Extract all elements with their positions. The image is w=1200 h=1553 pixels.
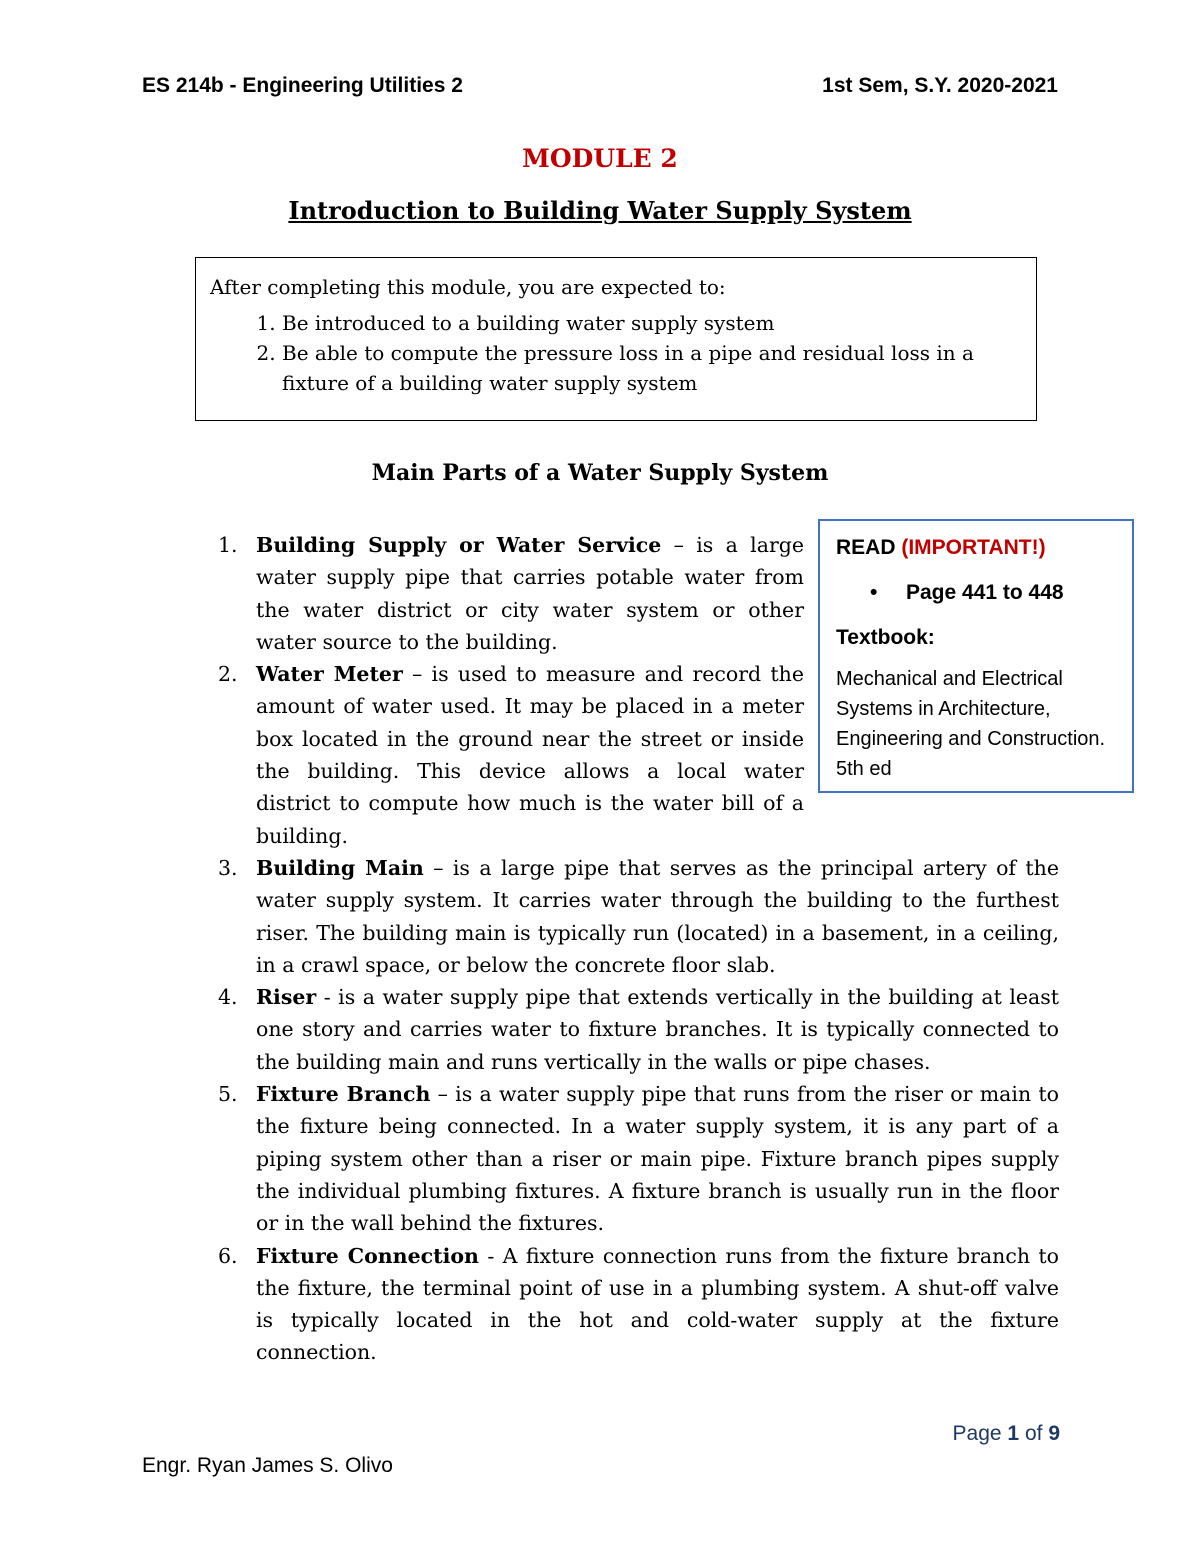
of-word: of	[1024, 1422, 1043, 1445]
page-title: Introduction to Building Water Supply System	[288, 196, 912, 225]
objectives-box	[195, 257, 1037, 421]
item-term: Fixture Connection	[256, 1243, 479, 1268]
read-label: READ	[836, 536, 896, 559]
list-item	[0, 852, 1059, 981]
page-word: Page	[952, 1422, 1002, 1445]
item-number: 3.	[218, 855, 238, 880]
module-label: MODULE 2	[522, 144, 678, 173]
section-title: Main Parts of a Water Supply System	[371, 460, 829, 486]
page-indicator	[953, 1422, 1060, 1446]
parts-list	[0, 529, 1200, 1369]
objectives-list	[210, 308, 1024, 398]
item-number: 5.	[218, 1082, 238, 1107]
textbook-label: Textbook:	[836, 626, 935, 649]
item-number: 4.	[218, 985, 238, 1010]
item-description: – is used to measure and record the amount of water used. It may be placed in a meter box located in the ground near the street or inside the building. This device allows a local water district to compute how much is the water bill of a building.	[256, 662, 804, 848]
footer-author: Engr. Ryan James S. Olivo	[142, 1454, 393, 1477]
important-label: (IMPORTANT!)	[901, 536, 1046, 559]
item-description: - is a water supply pipe that extends vertically in the building at least one story and carries water to fixture branches. It is typically connected to the building main and runs vertically in the walls or pipe chases.	[256, 985, 1059, 1074]
item-term: Building Main	[256, 855, 424, 880]
page-number: 1	[1007, 1422, 1020, 1445]
header-course: ES 214b - Engineering Utilities 2	[142, 74, 463, 97]
list-item	[0, 981, 1059, 1078]
item-number: 1.	[218, 533, 238, 557]
item-number: 2.	[218, 662, 238, 687]
item-description: – is a large water supply pipe that carries potable water from the water district or city water system or other water source to the building.	[256, 533, 804, 654]
objective-item: 2. Be able to compute the pressure loss in a pipe and residual loss in a fixture of a building water supply system	[282, 338, 1024, 398]
item-term: Water Meter	[256, 662, 403, 687]
bullet-icon: •	[870, 581, 878, 604]
objective-item: 1. Be introduced to a building water supply system	[282, 308, 1024, 338]
item-term: Building Supply or Water Service	[256, 533, 662, 557]
item-term: Fixture Branch	[256, 1082, 431, 1107]
item-description: - A fixture connection runs from the fixture branch to the fixture, the terminal point of use in a plumbing system. A shut-off valve is typically located in the hot and cold-water supply at the fixture connection.	[256, 1243, 1059, 1365]
list-item	[0, 1240, 1059, 1369]
list-item	[0, 658, 804, 852]
objectives-intro: After completing this module, you are expected to:	[210, 275, 726, 299]
list-item	[0, 1078, 1059, 1239]
textbook-title: Mechanical and Electrical Systems in Architecture, Engineering and Construction. 5th ed	[836, 668, 1106, 780]
item-description: – is a large pipe that serves as the principal artery of the water supply system. It carries water through the building to the furthest riser. The building main is typically run (located) in a basement, in a ceiling, in a crawl space, or below the concrete floor slab.	[256, 855, 1059, 977]
page-total: 9	[1048, 1422, 1060, 1445]
item-term: Riser	[256, 985, 317, 1010]
list-item	[0, 529, 804, 658]
item-description: – is a water supply pipe that runs from the riser or main to the fixture being connected. In a water supply system, it is any part of a piping system other than a riser or main pipe. Fixture branch pipes supply the individual plumbing fixtures. A fixture branch is usually run in the floor or in the wall behind the fixtures.	[256, 1082, 1059, 1236]
item-number: 6.	[218, 1243, 238, 1268]
read-pages-text: Page 441 to 448	[906, 581, 1064, 604]
header-semester: 1st Sem, S.Y. 2020-2021	[822, 74, 1058, 97]
